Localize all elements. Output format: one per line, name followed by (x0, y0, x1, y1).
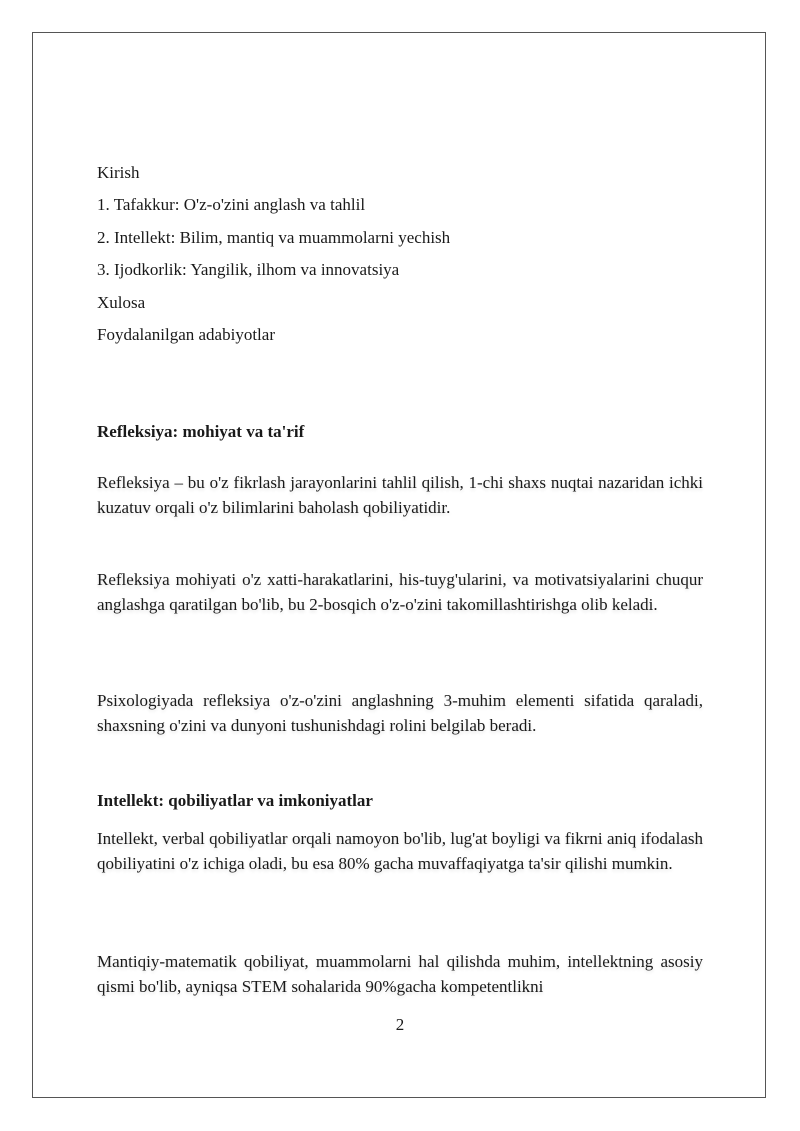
toc-item: 2. Intellekt: Bilim, mantiq va muammolarni yechish (97, 228, 451, 247)
toc-item: 1. Tafakkur: O'z-o'zini anglash va tahlil (97, 195, 366, 214)
paragraph: Psixologiyada refleksiya o'z-o'zini anglashning 3-muhim elementi sifatida qaraladi, shaxsning o'zini va dunyoni tushunishdagi rolini belgilab beradi. (97, 691, 703, 735)
paragraph: Intellekt, verbal qobiliyatlar orqali namoyon bo'lib, lug'at boyligi va fikrni aniq ifodalash qobiliyatini o'z ichiga oladi, bu esa 80% gacha muvaffaqiyatga ta'sir qilishi mumkin. (97, 829, 703, 873)
section-heading-refleksiya: Refleksiya: mohiyat va ta'rif (97, 422, 305, 441)
toc-item: Foydalanilgan adabiyotlar (97, 325, 275, 344)
paragraph: Refleksiya – bu o'z fikrlash jarayonlarini tahlil qilish, 1-chi shaxs nuqtai nazaridan ichki kuzatuv orqali o'z bilimlarini baholash qobiliyatidir. (97, 473, 703, 517)
page-number: 2 (395, 1015, 405, 1034)
toc-item: Xulosa (97, 293, 146, 312)
toc-item: Kirish (97, 163, 140, 182)
section-heading-intellekt: Intellekt: qobiliyatlar va imkoniyatlar (97, 791, 373, 810)
toc-item: 3. Ijodkorlik: Yangilik, ilhom va innovatsiya (97, 260, 400, 279)
paragraph: Refleksiya mohiyati o'z xatti-harakatlarini, his-tuyg'ularini, va motivatsiyalarini chuqur anglashga qaratilgan bo'lib, bu 2-bosqich o'z-o'zini takomillashtirishga olib keladi. (97, 570, 703, 614)
paragraph: Mantiqiy-matematik qobiliyat, muammolarni hal qilishda muhim, intellektning asosiy qismi bo'lib, ayniqsa STEM sohalarida 90%gacha kompetentlikni (97, 952, 703, 996)
page-frame (32, 32, 766, 1098)
